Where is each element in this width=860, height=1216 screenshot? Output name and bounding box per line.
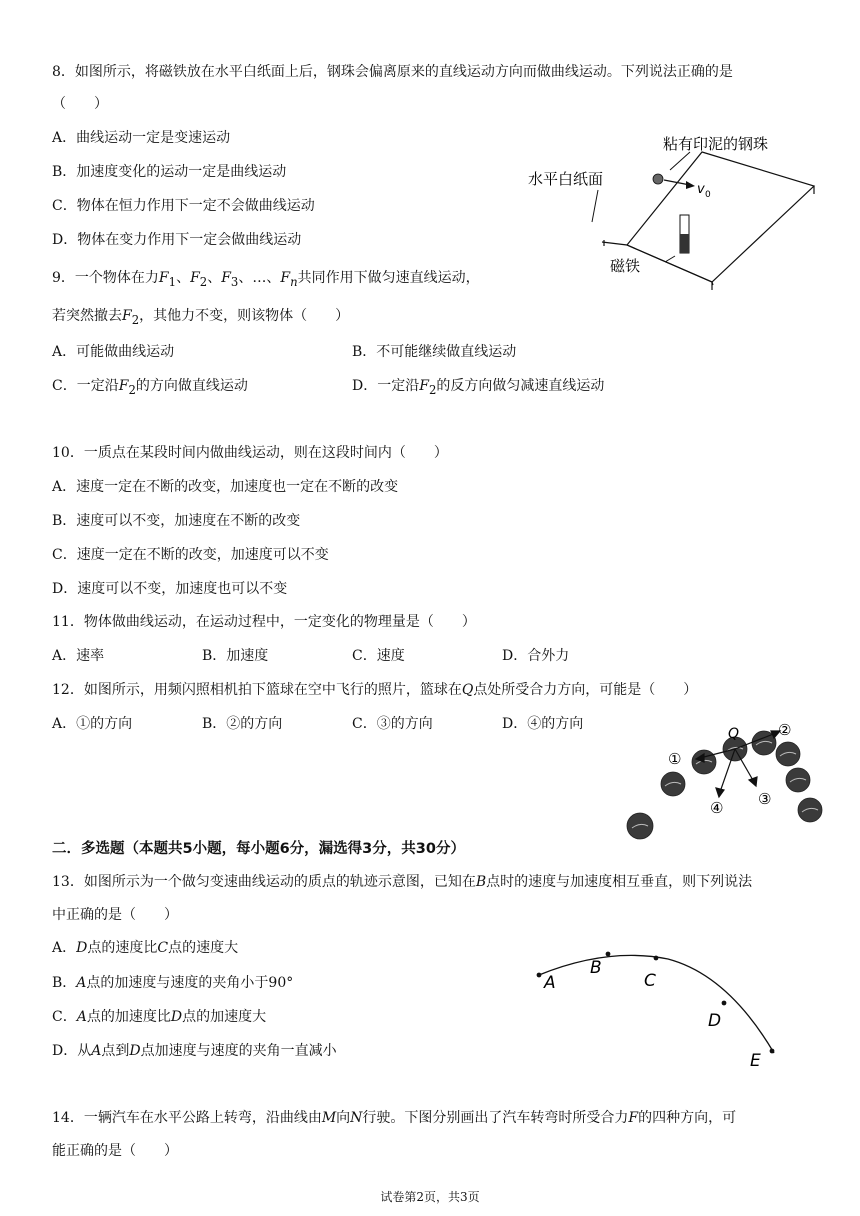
q11-option-a: A．速率 [52, 648, 105, 664]
q12-option-c: C．③的方向 [352, 716, 433, 732]
q11-option-d: D．合外力 [502, 648, 570, 664]
q12-option-d: D．④的方向 [502, 716, 584, 732]
q9-option-b: B．不可能继续做直线运动 [352, 344, 517, 360]
q12-label-4: ④ [710, 799, 724, 817]
q14-stem: 14．一辆汽车在水平公路上转弯，沿曲线由M向N行驶。下图分别画出了汽车转弯时所受合力F的四种方向，可 [52, 1110, 737, 1126]
q12-label-2: ② [778, 721, 792, 739]
q10-option-c: C．速度一定在不断的改变，加速度可以不变 [52, 547, 329, 563]
q13-option-b: B．A点的加速度与速度的夹角小于90° [52, 975, 294, 991]
section-2-heading: 二．多选题（本题共5小题，每小题6分，漏选得3分，共30分） [52, 841, 465, 857]
q11-option-b: B．加速度 [202, 648, 269, 664]
q12-option-a: A．①的方向 [52, 716, 133, 732]
q11-stem: 11．物体做曲线运动，在运动过程中，一定变化的物理量是（ ） [52, 614, 476, 630]
q8-option-a: A．曲线运动一定是变速运动 [52, 130, 231, 146]
q8-label-v: v [697, 182, 705, 197]
q8-option-d: D．物体在变力作用下一定会做曲线运动 [52, 232, 302, 248]
basketball-icon [776, 742, 800, 766]
q12-label-q: Q [728, 726, 740, 742]
q13-option-a: A．D点的速度比C点的速度大 [52, 940, 239, 956]
q13-figure-trajectory [528, 945, 788, 1075]
q10-stem: 10．一质点在某段时间内做曲线运动，则在这段时间内（ ） [52, 445, 448, 461]
q13-label-e: E [750, 1051, 761, 1071]
q14-stem-line2: 能正确的是（ ） [52, 1143, 178, 1159]
q13-label-d: D [708, 1011, 722, 1031]
q12-stem: 12．如图所示，用频闪照相机拍下篮球在空中飞行的照片，篮球在Q点处所受合力方向，可能是（ ） [52, 682, 698, 698]
q8-figure-magnet-paper [520, 130, 820, 290]
q9-option-c: C．一定沿$F_2$的方向做直线运动 [52, 378, 248, 397]
q8-option-b: B．加速度变化的运动一定是曲线运动 [52, 164, 287, 180]
q13-label-a: A [544, 973, 556, 993]
q13-stem-line2: 中正确的是（ ） [52, 907, 178, 923]
q13-label-c: C [644, 971, 656, 991]
q8-option-c: C．物体在恒力作用下一定不会做曲线运动 [52, 198, 315, 214]
q9-option-d: D．一定沿$F_2$的反方向做匀减速直线运动 [352, 378, 605, 397]
q8-stem: 8．如图所示，将磁铁放在水平白纸面上后，钢珠会偏离原来的直线运动方向而做曲线运动。下列说法正确的是 [52, 64, 733, 80]
q8-answer-paren: （ ） [52, 96, 108, 112]
q13-stem: 13．如图所示为一个做匀变速曲线运动的质点的轨迹示意图，已知在B点时的速度与加速度相互垂直，则下列说法 [52, 874, 753, 890]
basketball-icon [627, 813, 653, 839]
q8-label-magnet: 磁铁 [610, 257, 641, 275]
page-footer: 试卷第2页，共3页 [380, 1190, 480, 1204]
q8-label-v-sub: 0 [705, 190, 711, 200]
q13-option-d: D．从A点到D点加速度与速度的夹角一直减小 [52, 1043, 337, 1059]
q8-label-paper: 水平白纸面 [528, 170, 604, 188]
q9-stem-line2: 若突然撤去$F_2$，其他力不变，则该物体（ ） [52, 308, 350, 327]
q12-label-1: ① [668, 750, 682, 768]
q13-label-b: B [590, 958, 602, 978]
q10-option-d: D．速度可以不变，加速度也可以不变 [52, 581, 288, 597]
basketball-icon [798, 798, 822, 822]
basketball-icon [661, 772, 685, 796]
q12-figure-basketball [618, 718, 838, 844]
q13-option-c: C．A点的加速度比D点的加速度大 [52, 1009, 267, 1025]
q9-option-a: A．可能做曲线运动 [52, 344, 175, 360]
q10-option-b: B．速度可以不变，加速度在不断的改变 [52, 513, 301, 529]
q12-label-3: ③ [758, 790, 772, 808]
basketball-icon [786, 768, 810, 792]
q9-stem: 9．一个物体在力$F_1$、$F_2$、$F_3$、…、$F_n$共同作用下做匀速直线运动， [52, 270, 480, 289]
q8-label-steel-ball: 粘有印泥的钢珠 [663, 135, 769, 153]
q10-option-a: A．速度一定在不断的改变，加速度也一定在不断的改变 [52, 479, 399, 495]
q12-option-b: B．②的方向 [202, 716, 283, 732]
q11-option-c: C．速度 [352, 648, 405, 664]
